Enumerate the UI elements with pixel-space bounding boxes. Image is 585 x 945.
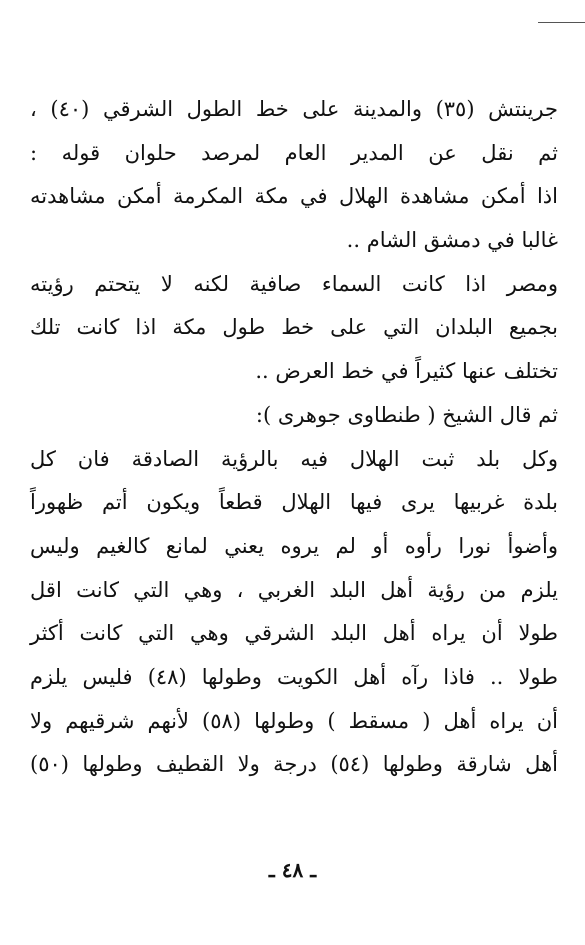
text-line-13: طولا أن يراه أهل البلد الشرقي وهي التي كانت أكثر: [30, 621, 558, 646]
text-line-8: ثم قال الشيخ ( طنطاوى جوهرى ):: [255, 402, 558, 427]
page-body-text: [30, 88, 558, 787]
text-line-11: وأضوأ نورا رأوه أو لم يروه يعني لمانع كالغيم وليس: [30, 533, 558, 558]
text-line-9: وكل بلد ثبت الهلال فيه بالرؤية الصادقة فان كل: [30, 446, 558, 471]
text-line-5: ومصر اذا كانت السماء صافية لكنه لا يتحتم رؤيته: [30, 271, 558, 296]
corner-rule: [538, 22, 585, 23]
text-line-12: يلزم من رؤية أهل البلد الغربي ، وهي التي كانت اقل: [30, 577, 558, 602]
text-line-10: بلدة غربيها يرى فيها الهلال قطعاً ويكون أتم ظهوراً: [30, 490, 558, 515]
text-line-15: أن يراه أهل ( مسقط ) وطولها (٥٨) لأنهم شرقيهم ولا: [30, 708, 558, 733]
text-line-16: أهل شارقة وطولها (٥٤) درجة ولا القطيف وطولها (٥٠): [30, 752, 558, 777]
text-line-4: غالبا في دمشق الشام ..: [346, 228, 558, 253]
text-line-6: بجميع البلدان التي على خط طول مكة اذا كانت تلك: [30, 315, 558, 340]
text-line-1: جرينتش (٣٥) والمدينة على خط الطول الشرقي (٤٠) ،: [30, 97, 558, 121]
text-line-3: اذا أمكن مشاهدة الهلال في مكة المكرمة أمكن مشاهدته: [30, 184, 558, 209]
page-number: ـ ٤٨ ـ: [268, 858, 317, 882]
text-line-7: تختلف عنها كثيراً في خط العرض ..: [255, 359, 558, 384]
text-line-2: ثم نقل عن المدير العام لمرصد حلوان قوله :: [30, 140, 558, 165]
text-line-14: طولا .. فاذا رآه أهل الكويت وطولها (٤٨) فليس يلزم: [30, 664, 558, 689]
